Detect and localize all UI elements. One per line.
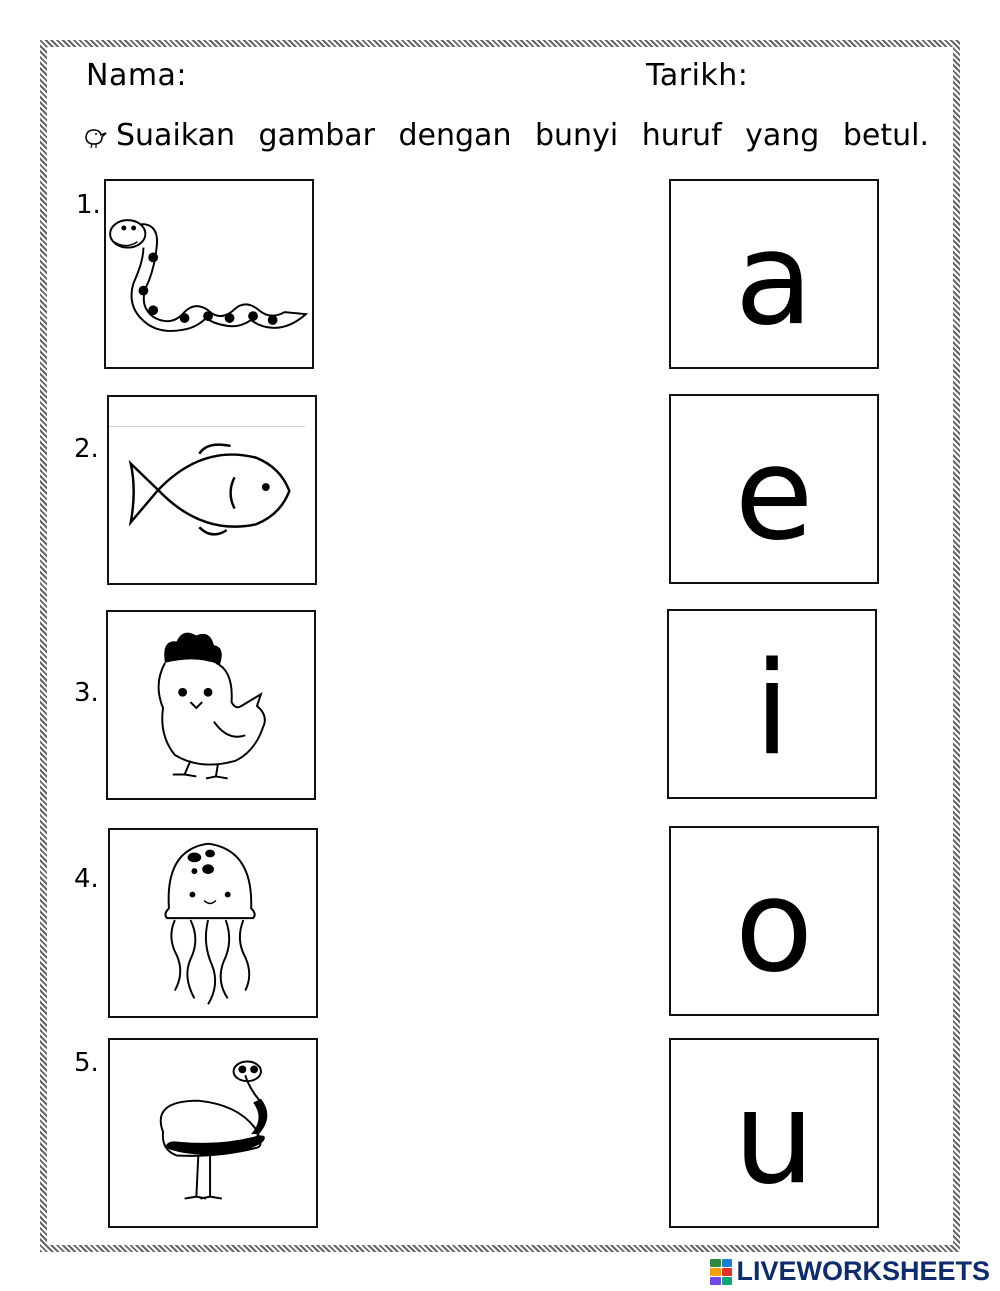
fish-icon [109, 397, 315, 583]
jellyfish-icon [110, 830, 316, 1016]
picture-card-1[interactable] [104, 179, 314, 369]
item-number: 3. [74, 678, 99, 708]
letter-card-e[interactable]: e [669, 394, 879, 584]
picture-card-5[interactable] [108, 1038, 318, 1228]
bird-icon [80, 122, 110, 150]
instruction-text: Suaikan gambar dengan bunyi huruf yang betul. [116, 118, 930, 153]
brand-text: LIVEWORKSHEETS [736, 1256, 990, 1286]
chick-icon [108, 612, 314, 798]
item-number: 4. [74, 864, 99, 894]
letter-card-u[interactable]: u [669, 1038, 879, 1228]
snake-icon [106, 181, 312, 367]
instruction [80, 118, 929, 153]
letter-card-o[interactable]: o [669, 826, 879, 1016]
logo-icon [710, 1259, 732, 1285]
picture-card-3[interactable] [106, 610, 316, 800]
item-number: 2. [74, 434, 99, 464]
letter-card-i[interactable]: i [667, 609, 877, 799]
name-label: Nama: [86, 58, 188, 93]
picture-card-2[interactable] [107, 395, 317, 585]
emu-icon [110, 1040, 316, 1226]
item-number: 5. [74, 1048, 99, 1078]
picture-card-4[interactable] [108, 828, 318, 1018]
date-label: Tarikh: [646, 58, 749, 93]
liveworksheets-logo [710, 1256, 990, 1287]
letter-card-a[interactable]: a [669, 179, 879, 369]
item-number: 1. [76, 190, 101, 220]
